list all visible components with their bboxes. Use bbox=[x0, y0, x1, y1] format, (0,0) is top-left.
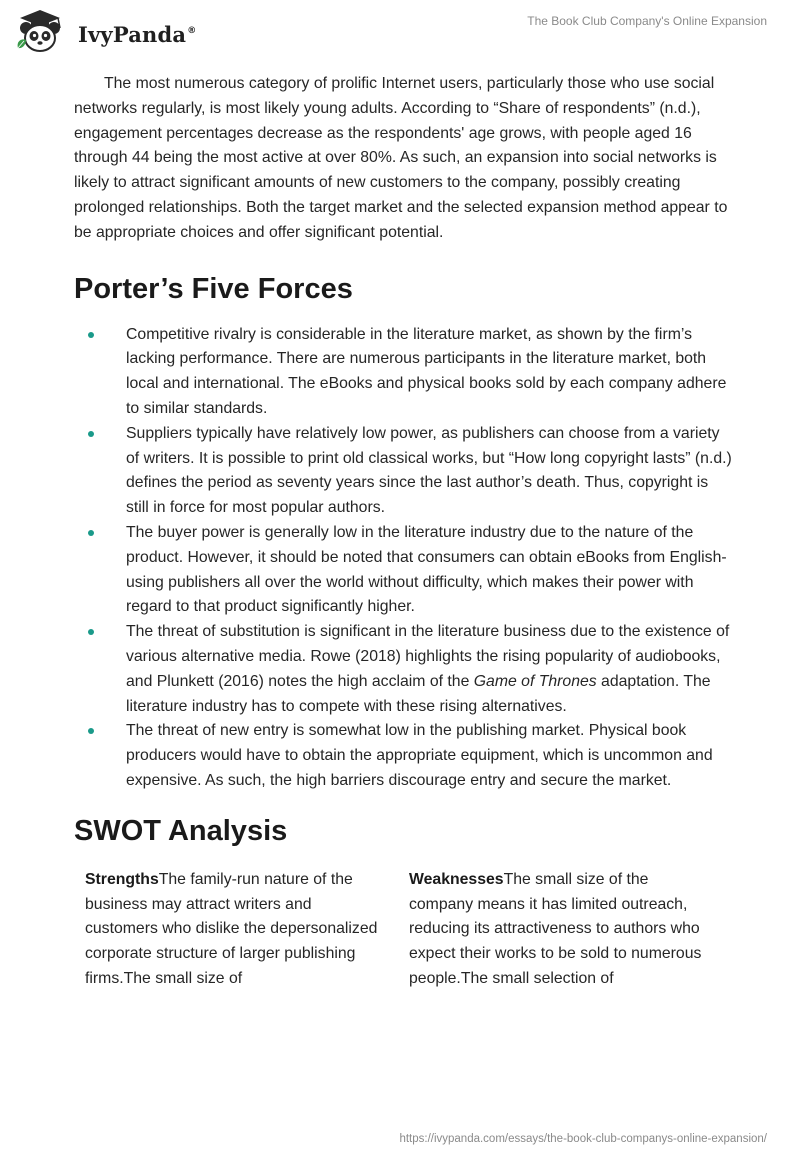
brand-name: IvyPanda® bbox=[78, 22, 197, 47]
list-item: The threat of substitution is significant in the literature business due to the existence of various alternative media. Rowe (2018) highlights the rising popularity of audiobooks, and Plunkett (2016) notes the high acclaim of the Game of Thrones adaptation. The literature industry has to compete with these rising alternatives. bbox=[74, 620, 734, 719]
swot-strengths-cell: StrengthsThe family-run nature of the business may attract writers and customers who dislike the depersonalized corporate structure of larger publishing firms.The small size of bbox=[85, 870, 378, 987]
swot-heading: SWOT Analysis bbox=[74, 814, 288, 847]
bullet-icon bbox=[88, 629, 94, 635]
italic-title: Game of Thrones bbox=[473, 672, 597, 690]
porter-forces-list bbox=[74, 323, 734, 794]
bullet-icon bbox=[88, 431, 94, 437]
bullet-icon bbox=[88, 728, 94, 734]
bullet-icon bbox=[88, 332, 94, 338]
list-item: Suppliers typically have relatively low power, as publishers can choose from a variety of writers. It is possible to print old classical works, but “How long copyright lasts” (n.d.) defines the period as seventy years since the last author’s death. Thus, copyright is still in force for most popular authors. bbox=[74, 422, 734, 521]
list-item: Competitive rivalry is considerable in the literature market, as shown by the firm’s lacking performance. There are numerous participants in the literature market, both local and international. The eBooks and physical books sold by each company adhere to similar standards. bbox=[74, 323, 734, 422]
porter-heading: Porter’s Five Forces bbox=[74, 272, 353, 305]
panda-logo-icon bbox=[14, 8, 68, 56]
weaknesses-label: Weaknesses bbox=[409, 870, 504, 888]
list-item: The buyer power is generally low in the literature industry due to the nature of the product. However, it should be noted that consumers can obtain eBooks from English-using publishers all over the world without difficulty, which makes their power with regard to that product significantly higher. bbox=[74, 521, 734, 620]
essay-content bbox=[74, 72, 734, 998]
swot-table bbox=[74, 868, 734, 998]
source-url[interactable]: https://ivypanda.com/essays/the-book-club-companys-online-expansion/ bbox=[399, 1133, 767, 1145]
list-item: The threat of new entry is somewhat low in the publishing market. Physical book producers would have to obtain the appropriate equipment, which is uncommon and expensive. As such, the high barriers discourage entry and secure the market. bbox=[74, 719, 734, 793]
document-title: The Book Club Company's Online Expansion bbox=[527, 14, 767, 28]
strengths-label: Strengths bbox=[85, 870, 159, 888]
page-header bbox=[0, 0, 800, 62]
intro-paragraph: The most numerous category of prolific Internet users, particularly those who use social networks regularly, is most likely young adults. According to “Share of respondents” (n.d.), engagement percentages decrease as the respondents' age grows, with people aged 16 through 44 being the most active at over 80%. As such, an expansion into social networks is likely to attract significant amounts of new customers to the company, possibly creating prolonged relationships. Both the target market and the selected expansion method appear to be appropriate choices and offer significant potential. bbox=[74, 75, 728, 241]
bullet-icon bbox=[88, 530, 94, 536]
ivypanda-logo[interactable] bbox=[14, 8, 214, 56]
swot-weaknesses-cell: WeaknessesThe small size of the company means it has limited outreach, reducing its attractiveness to authors who expect their works to be sold to numerous people.The small selection of bbox=[409, 870, 702, 987]
